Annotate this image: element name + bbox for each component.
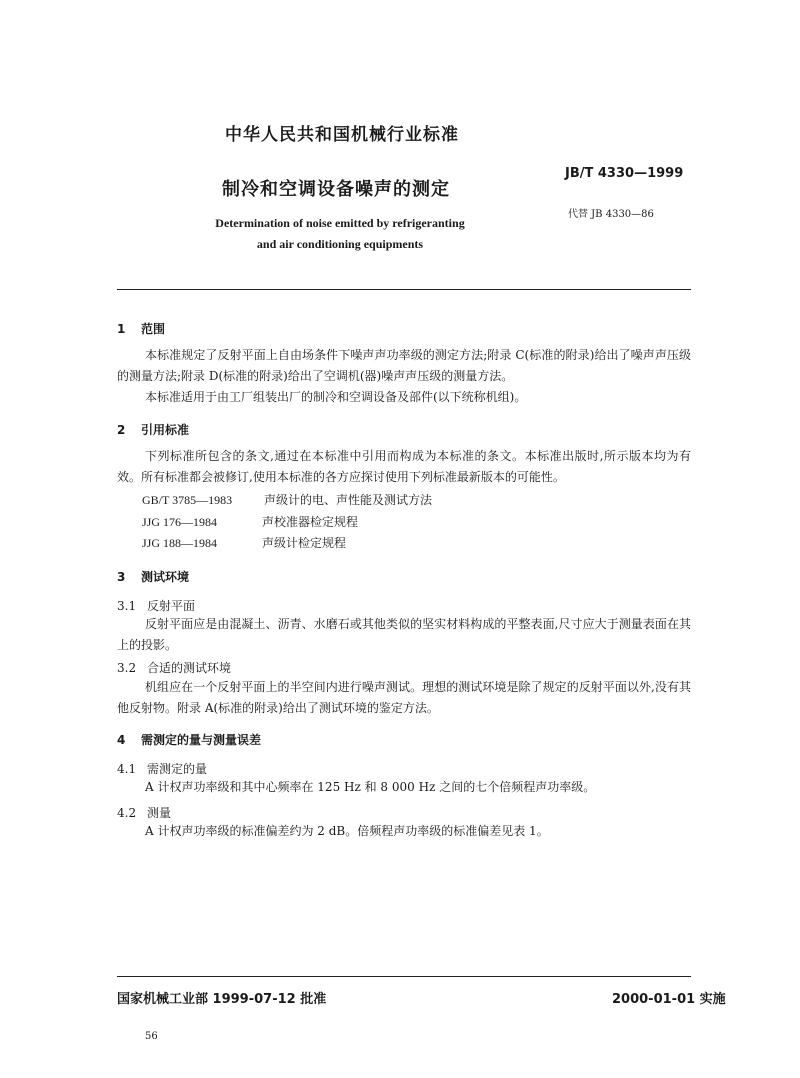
section-title: 范围 bbox=[141, 322, 166, 336]
document-title-en-line1: Determination of noise emitted by refrigeranting bbox=[215, 216, 465, 230]
reference-name: 声级计检定规程 bbox=[262, 536, 347, 550]
section-title: 需测定的量与测量误差 bbox=[141, 733, 262, 747]
reference-code: JJG 176—1984 bbox=[142, 515, 218, 529]
subsection-3-2-heading bbox=[117, 659, 231, 676]
reference-name: 声级计的电、声性能及测试方法 bbox=[264, 493, 433, 507]
section-1-paragraph-1: 本标准规定了反射平面上自由场条件下噪声声功率级的测定方法;附录 C(标准的附录)给出了噪声声压级的测量方法;附录 D(标准的附录)给出了空调机(器)噪声声压级的测量方法。 bbox=[117, 348, 691, 383]
subsection-title: 合适的测试环境 bbox=[147, 661, 232, 675]
approval-date: 国家机械工业部 1999-07-12 批准 bbox=[117, 992, 327, 1007]
subsection-number: 4.1 bbox=[117, 762, 137, 776]
section-2-heading bbox=[117, 421, 189, 438]
subsection-number: 3.2 bbox=[117, 661, 137, 675]
standard-number: JB/T 4330—1999 bbox=[565, 166, 684, 181]
reference-item bbox=[142, 491, 432, 508]
section-2-paragraph-1: 下列标准所包含的条文,通过在本标准中引用而构成为本标准的条文。本标准出版时,所示版本均为有效。所有标准都会被修订,使用本标准的各方应探讨使用下列标准最新版本的可能性。 bbox=[117, 449, 691, 484]
section-title: 测试环境 bbox=[141, 570, 190, 584]
subsection-number: 3.1 bbox=[117, 599, 137, 613]
section-number: 4 bbox=[117, 733, 126, 747]
header-divider bbox=[117, 289, 691, 290]
section-3-1-paragraph: 反射平面应是由混凝土、沥青、水磨石或其他类似的坚实材料构成的平整表面,尺寸应大于测量表面在其上的投影。 bbox=[117, 617, 691, 652]
subsection-3-1-heading bbox=[117, 597, 195, 614]
reference-code: GB/T 3785—1983 bbox=[142, 493, 233, 507]
section-4-1-paragraph: A 计权声功率级和其中心频率在 125 Hz 和 8 000 Hz 之间的七个倍频程声功率级。 bbox=[145, 780, 596, 794]
effective-date: 2000-01-01 实施 bbox=[612, 992, 726, 1007]
subsection-title: 反射平面 bbox=[147, 599, 196, 613]
section-1-heading bbox=[117, 320, 165, 337]
section-number: 3 bbox=[117, 570, 126, 584]
subsection-title: 测量 bbox=[147, 806, 172, 820]
section-3-2-paragraph: 机组应在一个反射平面上的半空间内进行噪声测试。理想的测试环境是除了规定的反射平面以外,没有其他反射物。附录 A(标准的附录)给出了测试环境的鉴定方法。 bbox=[117, 680, 691, 715]
section-4-heading bbox=[117, 731, 261, 748]
document-title-en-line2: and air conditioning equipments bbox=[256, 237, 424, 251]
section-number: 1 bbox=[117, 322, 126, 336]
document-title-cn: 制冷和空调设备噪声的测定 bbox=[222, 179, 450, 200]
subsection-4-2-heading bbox=[117, 804, 171, 821]
section-1-paragraph-2: 本标准适用于由工厂组装出厂的制冷和空调设备及部件(以下统称机组)。 bbox=[145, 390, 527, 404]
replaces-note: 代替 JB 4330—86 bbox=[568, 209, 654, 220]
subsection-number: 4.2 bbox=[117, 806, 137, 820]
reference-item bbox=[142, 513, 358, 530]
subsection-title: 需测定的量 bbox=[147, 762, 208, 776]
reference-name: 声校准器检定规程 bbox=[262, 515, 359, 529]
footer-divider bbox=[117, 976, 691, 977]
reference-item bbox=[142, 534, 346, 551]
section-number: 2 bbox=[117, 423, 126, 437]
issuing-body: 中华人民共和国机械行业标准 bbox=[225, 125, 459, 145]
section-4-2-paragraph: A 计权声功率级的标准偏差约为 2 dB。倍频程声功率级的标准偏差见表 1。 bbox=[145, 824, 549, 838]
subsection-4-1-heading bbox=[117, 760, 207, 777]
section-title: 引用标准 bbox=[141, 423, 190, 437]
section-3-heading bbox=[117, 568, 189, 585]
page-number: 56 bbox=[145, 1031, 158, 1042]
reference-code: JJG 188—1984 bbox=[142, 536, 218, 550]
